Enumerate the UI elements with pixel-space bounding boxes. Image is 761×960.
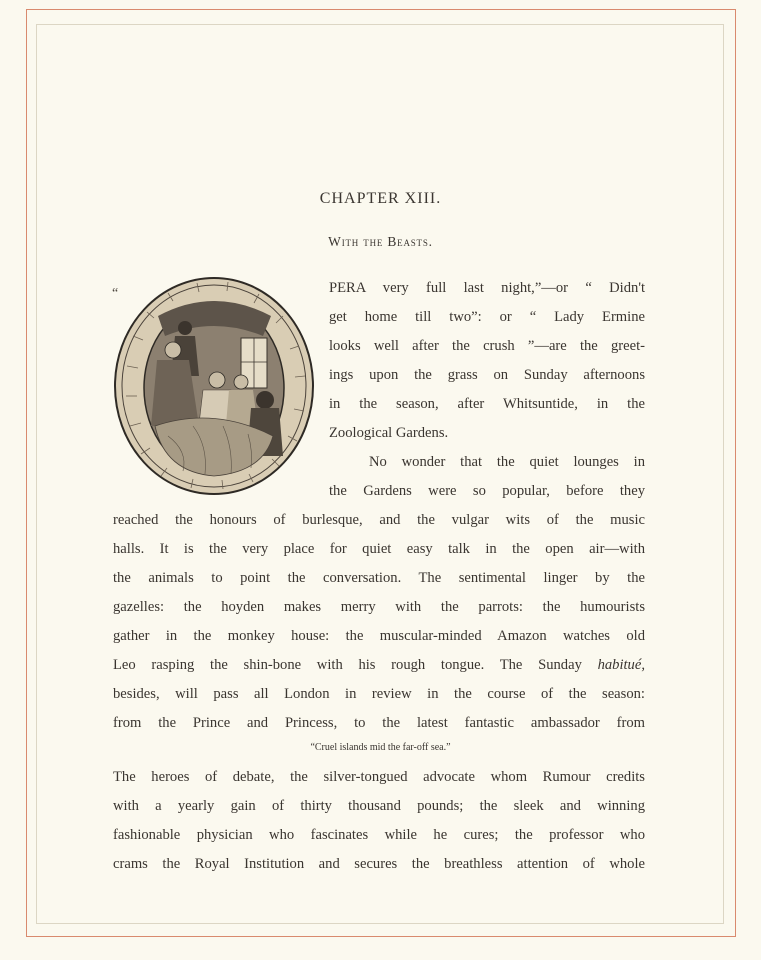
text-line: gather in the monkey house: the muscular-minded Amazon watches old bbox=[113, 628, 645, 644]
text-line: crams the Royal Institution and secures the breathless attention of whole bbox=[113, 856, 645, 872]
text-line: The heroes of debate, the silver-tongued advocate whom Rumour credits bbox=[113, 769, 645, 785]
text-line: looks well after the crush ”—are the greet- bbox=[329, 338, 645, 354]
text-line: ings upon the grass on Sunday afternoons bbox=[329, 367, 645, 383]
text-line: the Gardens were so popular, before they bbox=[329, 483, 645, 499]
text-line bbox=[113, 657, 645, 674]
text-line: from the Prince and Princess, to the latest fantastic ambassador from bbox=[113, 715, 645, 731]
text-line: in the season, after Whitsuntide, in the bbox=[329, 396, 645, 412]
text-line: reached the honours of burlesque, and the vulgar wits of the music bbox=[113, 512, 645, 528]
text-line: halls. It is the very place for quiet easy talk in the open air—with bbox=[113, 541, 645, 557]
italic-word: habitué, bbox=[597, 657, 645, 673]
section-title: With the Beasts. bbox=[328, 234, 433, 249]
text-line: PERA very full last night,”—or “ Didn't bbox=[329, 280, 645, 296]
text-line: gazelles: the hoyden makes merry with the parrots: the humourists bbox=[113, 599, 645, 615]
text-line: Zoological Gardens. bbox=[329, 425, 449, 441]
text-fragment: Leo rasping the shin-bone with his rough tongue. The Sunday bbox=[113, 657, 598, 673]
text-line: fashionable physician who fascinates while he cures; the professor who bbox=[113, 827, 645, 843]
drop-cap-illustration bbox=[113, 276, 316, 496]
chapter-title: CHAPTER XIII. bbox=[319, 190, 442, 207]
quotation-line: “Cruel islands mid the far-off sea.” bbox=[310, 742, 451, 753]
text-line: No wonder that the quiet lounges in bbox=[369, 454, 645, 470]
drop-cap-quote-mark: “ bbox=[112, 286, 119, 301]
text-line: with a yearly gain of thirty thousand pounds; the sleek and winning bbox=[113, 798, 645, 814]
text-line: the animals to point the conversation. The sentimental linger by the bbox=[113, 570, 645, 586]
text-line: get home till two”: or “ Lady Ermine bbox=[329, 309, 645, 325]
text-line: besides, will pass all London in review in the course of the season: bbox=[113, 686, 645, 702]
